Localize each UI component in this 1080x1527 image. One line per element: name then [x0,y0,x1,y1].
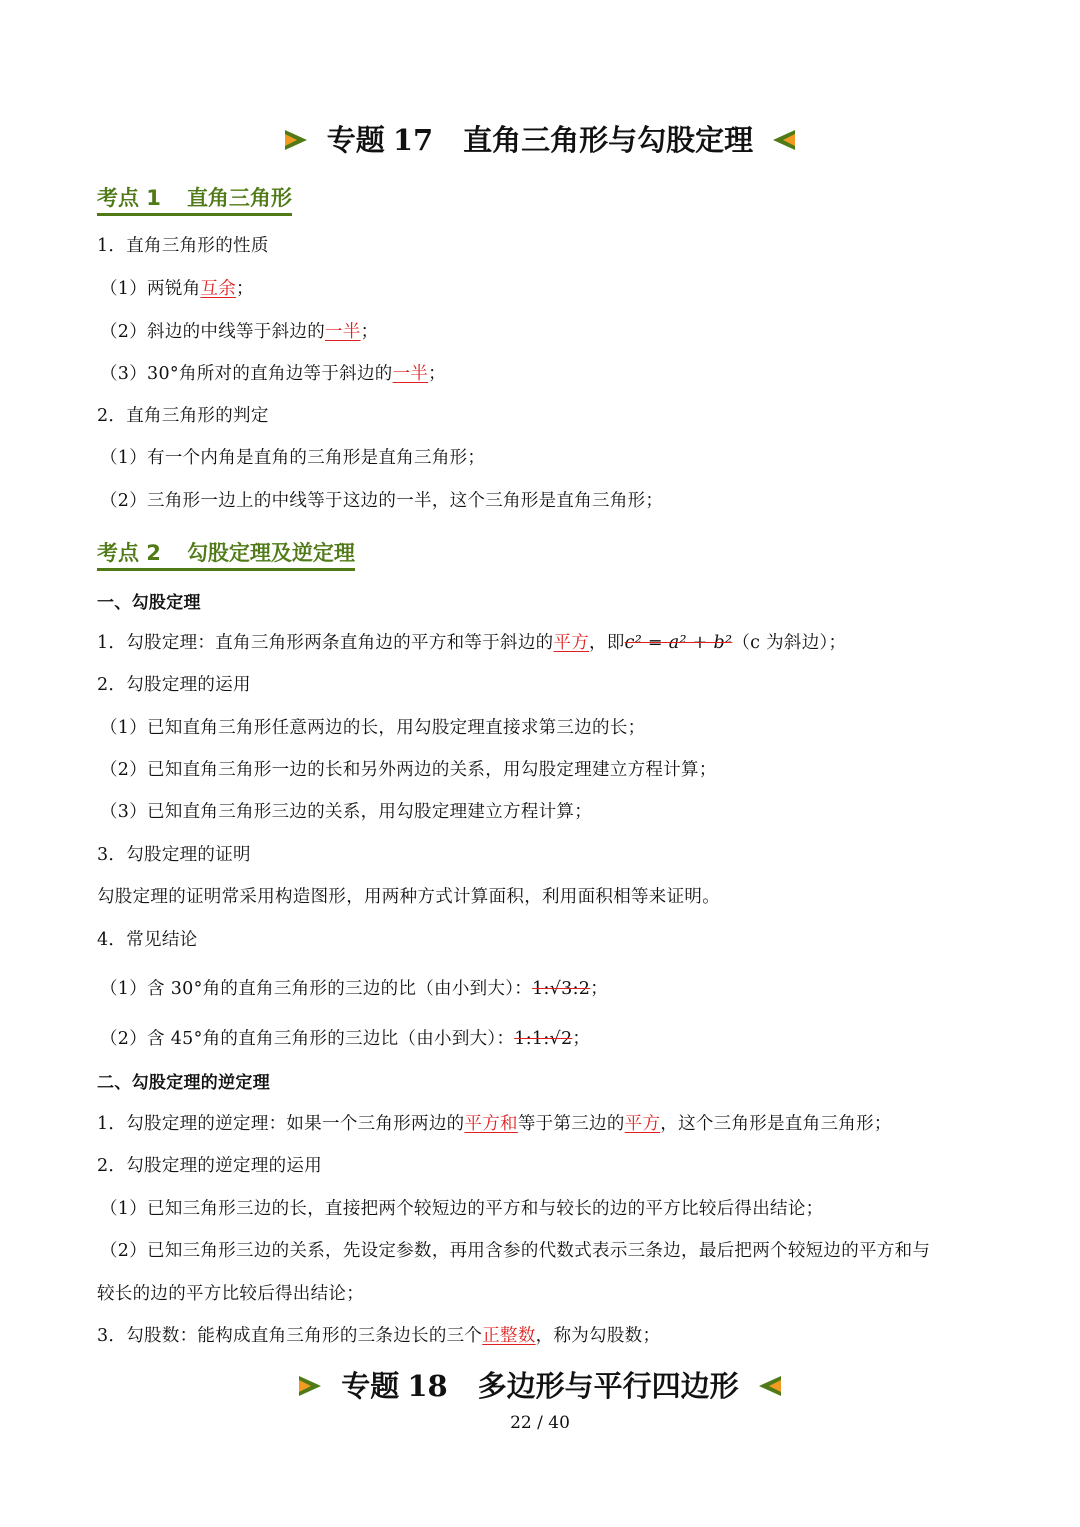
s1-judgment-1: （1）有一个内角是直角的三角形是直角三角形； [100,448,486,468]
kd2-name: 勾股定理及逆定理 [186,541,355,565]
text: （1）含 30°角的直角三角形的三边的比（由小到大）： [100,979,533,999]
ratio: 1:1:√2 [514,1029,573,1049]
kd2-label: 考点 2 [97,541,161,565]
right-arrow-icon [299,1376,321,1396]
title-name: 多边形与平行四边形 [477,1369,739,1403]
text: 1．勾股定理的逆定理：如果一个三角形两边的 [97,1114,465,1134]
s2-conclusion-1 [100,975,608,1000]
s2-theorem [97,629,846,654]
kd1-label: 考点 1 [97,186,161,210]
title-number: 18 [407,1369,448,1403]
text: ，这个三角形是直角三角形； [660,1114,892,1134]
s2-conclusion-2 [100,1025,590,1050]
section-heading-kd2 [97,537,355,571]
s2-converse-use-heading: 2．勾股定理的逆定理的运用 [97,1156,323,1176]
s2-converse [97,1110,892,1135]
s1-property-1 [100,275,254,300]
section-heading-kd1 [97,182,292,216]
s2-part-2: 二、勾股定理的逆定理 [97,1073,270,1093]
right-arrow-icon [285,130,307,150]
title-prefix: 专题 [341,1369,400,1403]
s1-judgment-2: （2）三角形一边上的中线等于这边的一半，这个三角形是直角三角形； [100,491,664,511]
text: ； [590,979,609,999]
page-number: 22 / 40 [510,1413,570,1433]
s2-use-1: （1）已知直角三角形任意两边的长，用勾股定理直接求第三边的长； [100,718,646,738]
text: 3．勾股数：能构成直角三角形的三条边长的三个 [97,1326,483,1346]
s2-use-3: （3）已知直角三角形三边的关系，用勾股定理建立方程计算； [100,802,593,822]
answer-blank: 一半 [325,322,361,342]
title-prefix: 专题 [326,123,385,157]
text: ； [236,279,254,299]
s1-heading-2: 2．直角三角形的判定 [97,406,269,426]
s2-part-1: 一、勾股定理 [97,593,201,613]
s2-proof: 勾股定理的证明常采用构造图形，用两种方式计算面积，利用面积相等来证明。 [97,887,720,907]
answer-blank: 平方和 [464,1114,518,1134]
formula: c² = a² + b² [624,633,733,653]
text: （1）两锐角 [100,279,201,299]
text: ，即 [589,633,625,653]
answer-blank: 平方 [553,633,590,653]
text: ； [572,1029,591,1049]
text: 等于第三边的 [517,1114,625,1134]
answer-blank: 平方 [624,1114,661,1134]
text: （3）30°角所对的直角边等于斜边的 [100,364,393,384]
topic-18-title [0,1364,1080,1405]
left-arrow-icon [759,1376,781,1396]
s1-property-2 [100,318,378,343]
title-name: 直角三角形与勾股定理 [463,123,754,157]
text: ，称为勾股数； [535,1326,661,1346]
left-arrow-icon [773,130,795,150]
text: （c 为斜边）； [732,633,847,653]
s2-heading-4: 4．常见结论 [97,930,198,950]
text: ； [428,364,446,384]
text: ； [360,322,379,342]
s2-use-2: （2）已知直角三角形一边的长和另外两边的关系，用勾股定理建立方程计算； [100,760,717,780]
s2-heading-3: 3．勾股定理的证明 [97,845,251,865]
s2-pythagorean-triples [97,1322,660,1347]
text: （2）含 45°角的直角三角形的三边比（由小到大）： [100,1029,515,1049]
s2-converse-use-2: （2）已知三角形三边的关系，先设定参数，再用含参的代数式表示三条边，最后把两个较短边的平方和与 [100,1241,931,1261]
topic-17-title [0,118,1080,159]
ratio: 1:√3:2 [532,979,591,999]
s2-converse-use-2-cont: 较长的边的平方比较后得出结论； [97,1284,364,1304]
answer-blank: 一半 [392,364,429,384]
s2-heading-2: 2．勾股定理的运用 [97,675,251,695]
s1-heading-1: 1．直角三角形的性质 [97,236,269,256]
kd1-name: 直角三角形 [186,186,292,210]
title-number: 17 [392,123,434,157]
s2-converse-use-1: （1）已知三角形三边的长，直接把两个较短边的平方和与较长的边的平方比较后得出结论； [100,1199,824,1219]
answer-blank: 正整数 [482,1326,536,1346]
text: 1．勾股定理：直角三角形两条直角边的平方和等于斜边的 [97,633,554,653]
answer-blank: 互余 [200,279,237,299]
s1-property-3 [100,360,446,385]
text: （2）斜边的中线等于斜边的 [100,322,326,342]
